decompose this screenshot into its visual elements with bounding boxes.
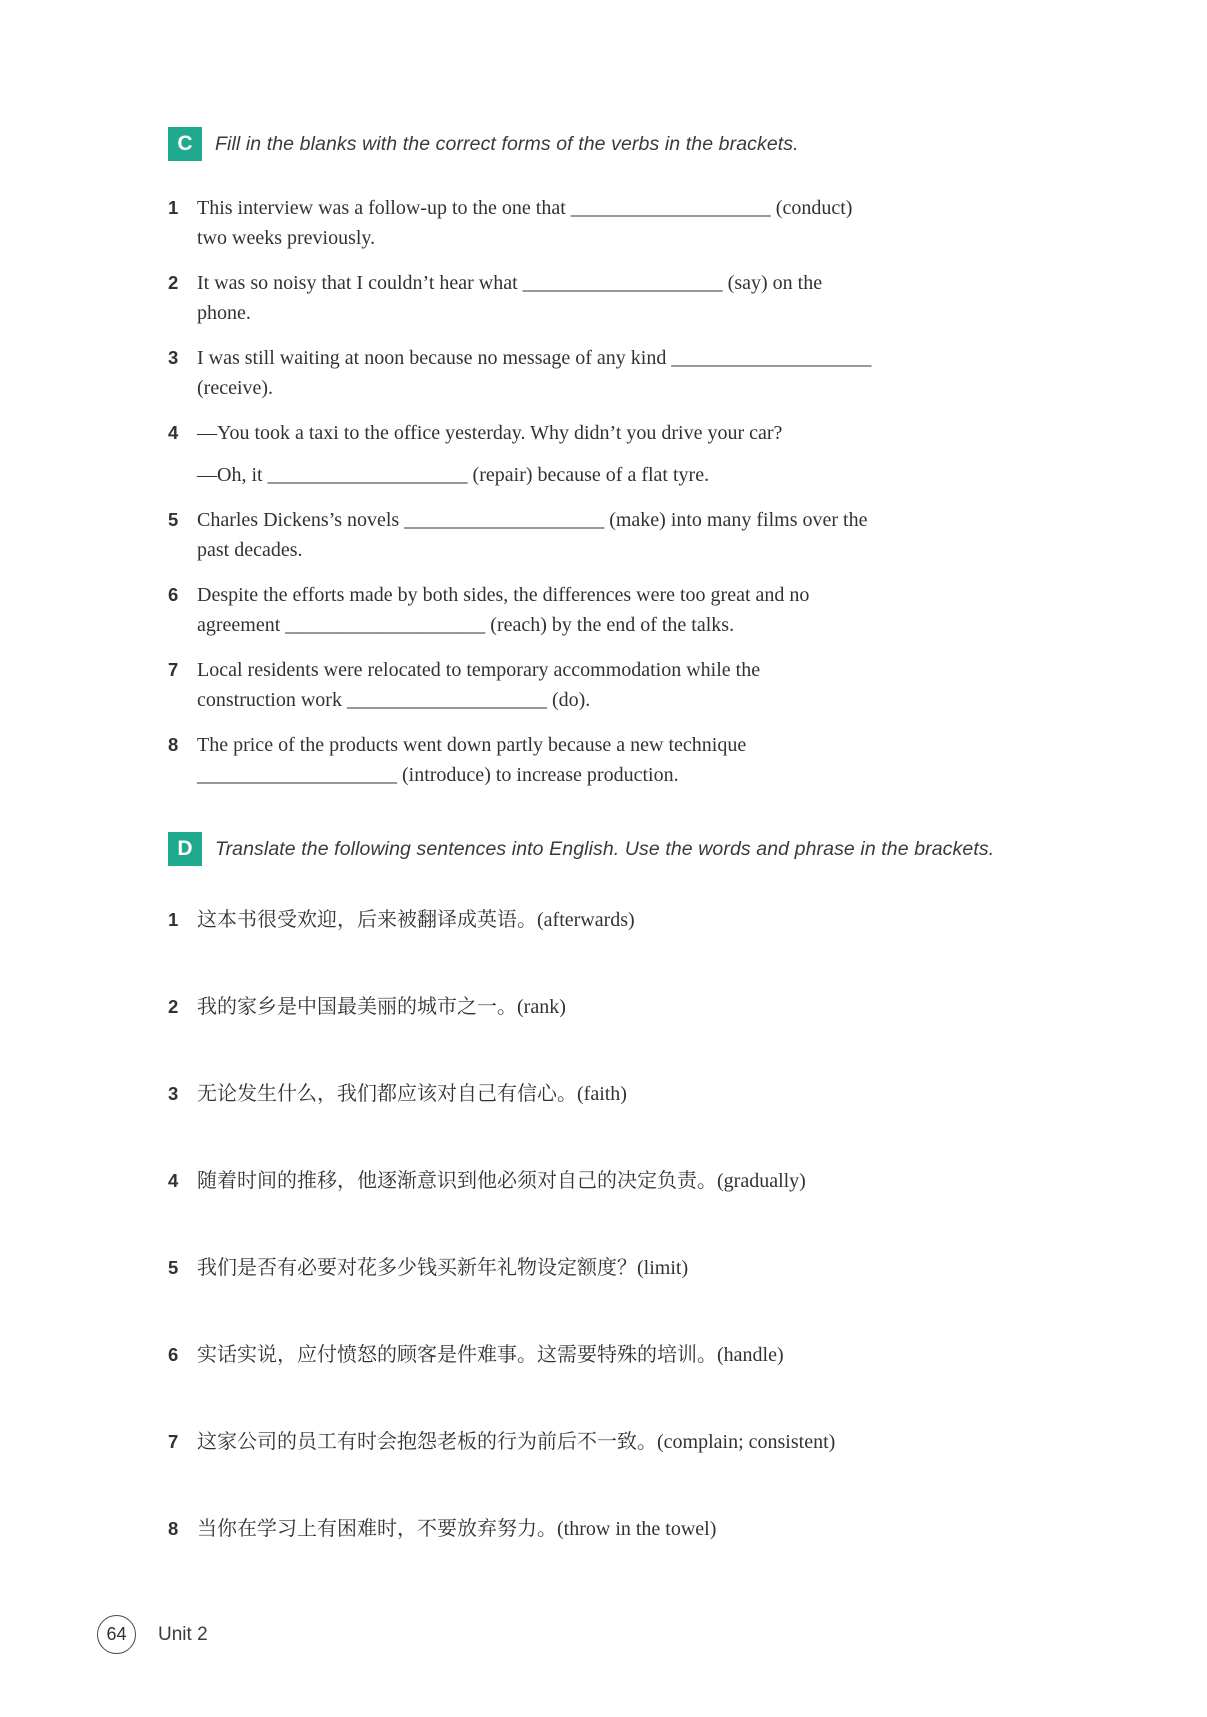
section-c-badge: C [168,127,202,161]
sentence-line: Charles Dickens’s novels ____________________ (make) into many films over the [197,509,868,531]
fill-blank-item [168,343,968,403]
translation-item [168,905,968,935]
sentence-line: (receive). [197,377,274,399]
sentence-line: Local residents were relocated to temporary accommodation while the [197,659,761,681]
item-number: 2 [168,996,179,1017]
translation-sentence: 我们是否有必要对花多少钱买新年礼物设定额度？(limit) [197,1257,689,1279]
sentence-line: The price of the products went down partly because a new technique [197,734,747,756]
section-d [168,832,995,1544]
translation-sentence: 我的家乡是中国最美丽的城市之一。(rank) [197,996,566,1018]
item-number: 1 [168,909,179,930]
unit-label: Unit 2 [158,1623,208,1645]
sentence-line: Despite the efforts made by both sides, the differences were too great and no [197,584,810,606]
item-number: 4 [168,1170,179,1191]
sentence-line: I was still waiting at noon because no message of any kind ____________________ [197,347,872,369]
sentence-line: This interview was a follow-up to the one that ____________________ (conduct) [197,197,853,219]
fill-blank-item [168,268,968,328]
item-number: 1 [168,197,179,218]
item-number: 8 [168,1518,179,1539]
sentence-line: past decades. [197,539,303,561]
section-d-header [168,832,995,866]
item-number: 8 [168,734,179,755]
section-d-instruction: Translate the following sentences into English. Use the words and phrase in the brackets. [215,837,995,860]
fill-blank-item [168,730,968,790]
translation-sentence: 实话实说，应付愤怒的顾客是件难事。这需要特殊的培训。(handle) [197,1344,784,1366]
item-number: 5 [168,1257,179,1278]
translation-sentence: 当你在学习上有困难时，不要放弃努力。(throw in the towel) [197,1518,717,1540]
section-c-header [168,127,968,161]
sentence-line: two weeks previously. [197,227,376,249]
item-number: 6 [168,584,179,605]
sentence-line: phone. [197,302,251,324]
sentence-line: agreement ____________________ (reach) by the end of the talks. [197,614,735,636]
page-footer [97,1615,208,1654]
translation-item [168,1340,968,1370]
item-number: 3 [168,1083,179,1104]
fill-blank-item [168,418,968,490]
translation-item [168,1166,968,1196]
translation-sentence: 无论发生什么，我们都应该对自己有信心。(faith) [197,1083,627,1105]
translation-item [168,1079,968,1109]
sentence-line: ____________________ (introduce) to increase production. [197,764,679,786]
translation-item [168,1427,968,1457]
page-number-badge: 64 [97,1615,136,1654]
page-content [168,127,995,1544]
item-number: 7 [168,1431,179,1452]
item-number: 6 [168,1344,179,1365]
translation-sentence: 这家公司的员工有时会抱怨老板的行为前后不一致。(complain; consistent) [197,1431,836,1453]
fill-blank-item [168,580,968,640]
item-number: 5 [168,509,179,530]
fill-blank-item [168,655,968,715]
item-number: 2 [168,272,179,293]
item-number: 3 [168,347,179,368]
fill-blank-item [168,505,968,565]
item-number: 7 [168,659,179,680]
dialogue-line: —Oh, it ____________________ (repair) because of a flat tyre. [197,464,710,486]
section-c [168,127,968,790]
translation-sentence: 随着时间的推移，他逐渐意识到他必须对自己的决定负责。(gradually) [197,1170,806,1192]
fill-blank-item [168,193,968,253]
sentence-line: It was so noisy that I couldn’t hear what ____________________ (say) on the [197,272,823,294]
translation-item [168,1253,968,1283]
sentence-line: construction work ____________________ (do). [197,689,591,711]
translation-sentence: 这本书很受欢迎，后来被翻译成英语。(afterwards) [197,909,635,931]
section-c-instruction: Fill in the blanks with the correct forms of the verbs in the brackets. [215,132,799,155]
item-number: 4 [168,422,179,443]
translation-item [168,1514,968,1544]
translation-item [168,992,968,1022]
dialogue-line: —You took a taxi to the office yesterday. Why didn’t you drive your car? [197,422,783,444]
section-d-badge: D [168,832,202,866]
